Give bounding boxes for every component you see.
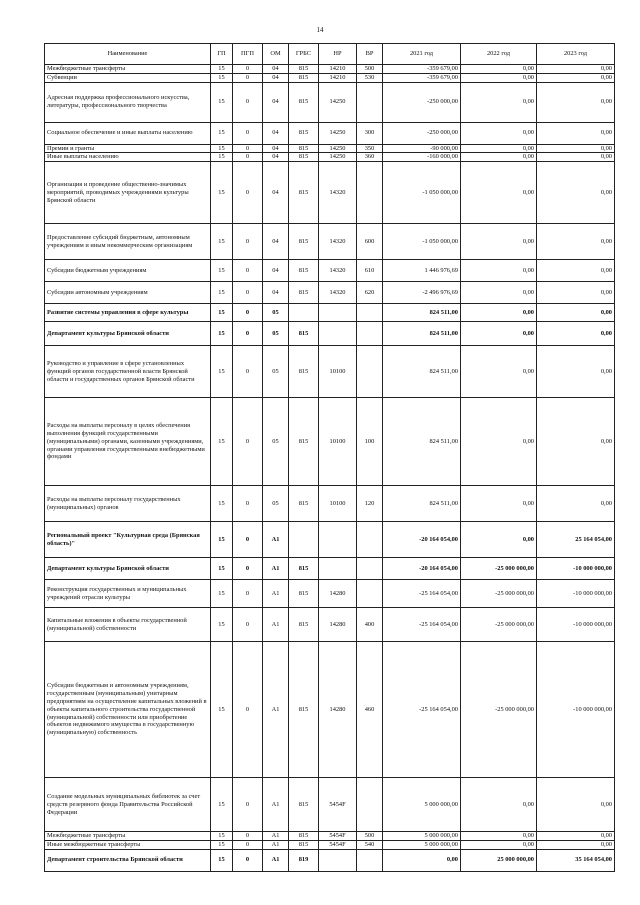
cell-2021: -160 000,00 [383, 153, 461, 162]
cell-name: Расходы на выплаты персоналу в целях обеспечения выполнения функций государственными (муниципальными) органами, казенными учреждениями, органами управления государственными внебюджетными фондами [45, 398, 211, 486]
cell-2023: 0,00 [537, 162, 615, 224]
cell-pgp: 0 [233, 398, 263, 486]
cell-pgp: 0 [233, 260, 263, 282]
cell-grbs: 815 [289, 282, 319, 304]
cell-2021: -90 000,00 [383, 144, 461, 153]
cell-2022: 0,00 [461, 122, 537, 144]
cell-2023: 0,00 [537, 322, 615, 346]
cell-2023: 0,00 [537, 486, 615, 522]
cell-vr: 120 [357, 486, 383, 522]
cell-grbs: 815 [289, 73, 319, 82]
cell-grbs: 815 [289, 153, 319, 162]
table-row [45, 153, 615, 162]
cell-pgp: 0 [233, 224, 263, 260]
cell-nr: 14280 [319, 642, 357, 778]
cell-2023: 0,00 [537, 144, 615, 153]
cell-2022: 0,00 [461, 282, 537, 304]
cell-vr: 610 [357, 260, 383, 282]
cell-nr: 14210 [319, 65, 357, 74]
cell-2023: 0,00 [537, 841, 615, 850]
cell-2021: -1 050 000,00 [383, 162, 461, 224]
page-number: 14 [316, 26, 324, 34]
cell-om: A1 [263, 642, 289, 778]
cell-2021: 824 511,00 [383, 346, 461, 398]
cell-grbs [289, 304, 319, 322]
cell-2022: 0,00 [461, 144, 537, 153]
cell-om: A1 [263, 522, 289, 558]
cell-vr [357, 778, 383, 832]
cell-nr [319, 304, 357, 322]
cell-pgp: 0 [233, 522, 263, 558]
cell-gp: 15 [211, 522, 233, 558]
cell-grbs: 815 [289, 832, 319, 841]
cell-gp: 15 [211, 82, 233, 122]
cell-2021: -1 050 000,00 [383, 224, 461, 260]
table-row [45, 558, 615, 580]
table-row [45, 162, 615, 224]
cell-2023: 0,00 [537, 73, 615, 82]
cell-nr [319, 849, 357, 871]
cell-name: Департамент культуры Брянской области [45, 558, 211, 580]
cell-2021: -359 679,00 [383, 65, 461, 74]
cell-name: Иные выплаты населению [45, 153, 211, 162]
table-row [45, 282, 615, 304]
cell-grbs: 815 [289, 486, 319, 522]
cell-pgp: 0 [233, 65, 263, 74]
cell-vr [357, 522, 383, 558]
cell-name: Департамент культуры Брянской области [45, 322, 211, 346]
cell-2023: 0,00 [537, 778, 615, 832]
cell-2022: 0,00 [461, 65, 537, 74]
cell-2023: 0,00 [537, 122, 615, 144]
cell-om: 04 [263, 153, 289, 162]
cell-nr: 14250 [319, 153, 357, 162]
cell-nr: 14320 [319, 224, 357, 260]
cell-pgp: 0 [233, 849, 263, 871]
cell-gp: 15 [211, 346, 233, 398]
table-row [45, 304, 615, 322]
cell-vr [357, 849, 383, 871]
cell-pgp: 0 [233, 322, 263, 346]
cell-2022: 0,00 [461, 832, 537, 841]
header-om: ОМ [263, 44, 289, 65]
cell-name: Субвенции [45, 73, 211, 82]
cell-om: 04 [263, 282, 289, 304]
cell-2023: 35 164 054,00 [537, 849, 615, 871]
cell-pgp: 0 [233, 841, 263, 850]
cell-nr: 5454F [319, 841, 357, 850]
cell-name: Реконструкция государственных и муниципальных учреждений отрасли культуры [45, 580, 211, 608]
cell-grbs: 815 [289, 642, 319, 778]
cell-om: A1 [263, 841, 289, 850]
cell-gp: 15 [211, 398, 233, 486]
cell-2021: 824 511,00 [383, 304, 461, 322]
cell-pgp: 0 [233, 153, 263, 162]
cell-name: Развитие системы управления в сфере культуры [45, 304, 211, 322]
cell-om: A1 [263, 558, 289, 580]
cell-grbs: 815 [289, 260, 319, 282]
cell-name: Субсидии бюджетным и автономным учреждениям, государственным (муниципальным) унитарным предприятиям на осуществление капитальных вложений в объекты капитального строительства государственной (муниципальной) собственности или приобретение объектов недвижимого имущества в государственную (муниципальную) собственность [45, 642, 211, 778]
cell-vr [357, 558, 383, 580]
cell-2022: 0,00 [461, 82, 537, 122]
cell-vr: 350 [357, 144, 383, 153]
cell-2022: 0,00 [461, 304, 537, 322]
table-row [45, 778, 615, 832]
cell-nr: 14320 [319, 162, 357, 224]
cell-nr: 14210 [319, 73, 357, 82]
cell-gp: 15 [211, 260, 233, 282]
cell-vr: 620 [357, 282, 383, 304]
cell-pgp: 0 [233, 82, 263, 122]
cell-pgp: 0 [233, 580, 263, 608]
cell-om: 04 [263, 260, 289, 282]
cell-2021: 824 511,00 [383, 486, 461, 522]
cell-2022: 0,00 [461, 841, 537, 850]
cell-gp: 15 [211, 558, 233, 580]
cell-name: Адресная поддержка профессионального искусства, литературы, профессионального творчества [45, 82, 211, 122]
cell-2021: 5 000 000,00 [383, 778, 461, 832]
cell-grbs: 815 [289, 122, 319, 144]
cell-grbs: 815 [289, 778, 319, 832]
cell-om: 04 [263, 65, 289, 74]
cell-vr: 500 [357, 832, 383, 841]
cell-pgp: 0 [233, 778, 263, 832]
budget-table [44, 43, 615, 872]
cell-2021: 824 511,00 [383, 398, 461, 486]
cell-grbs: 815 [289, 608, 319, 642]
cell-name: Межбюджетные трансферты [45, 65, 211, 74]
cell-2021: 1 446 976,69 [383, 260, 461, 282]
cell-2023: 0,00 [537, 282, 615, 304]
table-row [45, 642, 615, 778]
cell-grbs: 815 [289, 322, 319, 346]
cell-om: 05 [263, 398, 289, 486]
header-vr: ВР [357, 44, 383, 65]
cell-2023: -10 000 000,00 [537, 642, 615, 778]
cell-2022: -25 000 000,00 [461, 642, 537, 778]
cell-name: Руководство и управление в сфере установленных функций органов государственной власти Брянской области и государственных органов Брянской области [45, 346, 211, 398]
cell-name: Субсидии бюджетным учреждениям [45, 260, 211, 282]
cell-gp: 15 [211, 486, 233, 522]
cell-pgp: 0 [233, 304, 263, 322]
cell-2023: 0,00 [537, 260, 615, 282]
cell-2023: 0,00 [537, 65, 615, 74]
cell-nr: 14250 [319, 122, 357, 144]
cell-nr: 14280 [319, 580, 357, 608]
cell-name: Предоставление субсидий бюджетным, автономным учреждениям и иным некоммерческим организациям [45, 224, 211, 260]
table-header-row [45, 44, 615, 65]
cell-grbs: 815 [289, 346, 319, 398]
cell-vr: 540 [357, 841, 383, 850]
cell-vr [357, 82, 383, 122]
cell-vr: 360 [357, 153, 383, 162]
cell-vr: 600 [357, 224, 383, 260]
table-row [45, 144, 615, 153]
cell-grbs: 815 [289, 558, 319, 580]
cell-name: Организация и проведение общественно-значимых мероприятий, проводимых учреждениями культуры Брянской области [45, 162, 211, 224]
cell-2022: 0,00 [461, 486, 537, 522]
cell-2022: -25 000 000,00 [461, 608, 537, 642]
cell-2023: 0,00 [537, 832, 615, 841]
cell-2023: 25 164 054,00 [537, 522, 615, 558]
cell-pgp: 0 [233, 144, 263, 153]
header-pgp: ПГП [233, 44, 263, 65]
cell-nr: 14320 [319, 260, 357, 282]
cell-2021: -25 164 054,00 [383, 608, 461, 642]
cell-gp: 15 [211, 322, 233, 346]
cell-pgp: 0 [233, 558, 263, 580]
cell-pgp: 0 [233, 608, 263, 642]
cell-name: Социальное обеспечение и иные выплаты населению [45, 122, 211, 144]
cell-2021: -250 000,00 [383, 122, 461, 144]
cell-om: 05 [263, 346, 289, 398]
cell-2021: -20 164 054,00 [383, 558, 461, 580]
cell-2023: -10 000 000,00 [537, 558, 615, 580]
cell-vr: 100 [357, 398, 383, 486]
cell-2021: -25 164 054,00 [383, 642, 461, 778]
cell-vr: 460 [357, 642, 383, 778]
table-row [45, 73, 615, 82]
cell-grbs: 815 [289, 224, 319, 260]
table-row [45, 580, 615, 608]
cell-name: Межбюджетные трансферты [45, 832, 211, 841]
cell-om: 04 [263, 162, 289, 224]
cell-gp: 15 [211, 144, 233, 153]
cell-gp: 15 [211, 642, 233, 778]
cell-pgp: 0 [233, 832, 263, 841]
cell-gp: 15 [211, 304, 233, 322]
cell-om: 05 [263, 486, 289, 522]
table-body [45, 65, 615, 872]
header-nr: НР [319, 44, 357, 65]
cell-2022: 0,00 [461, 346, 537, 398]
cell-2021: 0,00 [383, 849, 461, 871]
cell-om: 04 [263, 73, 289, 82]
cell-name: Расходы на выплаты персоналу государственных (муниципальных) органов [45, 486, 211, 522]
cell-gp: 15 [211, 580, 233, 608]
cell-om: A1 [263, 580, 289, 608]
cell-vr: 400 [357, 608, 383, 642]
cell-gp: 15 [211, 153, 233, 162]
cell-om: 05 [263, 304, 289, 322]
cell-2022: -25 000 000,00 [461, 580, 537, 608]
cell-nr: 10100 [319, 486, 357, 522]
cell-grbs: 815 [289, 144, 319, 153]
table-row [45, 65, 615, 74]
header-2021: 2021 год [383, 44, 461, 65]
cell-nr: 14250 [319, 82, 357, 122]
cell-grbs [289, 522, 319, 558]
cell-2021: -2 496 976,69 [383, 282, 461, 304]
cell-vr [357, 162, 383, 224]
cell-grbs: 815 [289, 841, 319, 850]
cell-2023: 0,00 [537, 153, 615, 162]
table-row [45, 322, 615, 346]
header-2023: 2023 год [537, 44, 615, 65]
cell-2022: 0,00 [461, 260, 537, 282]
cell-name: Департамент строительства Брянской области [45, 849, 211, 871]
table-row [45, 841, 615, 850]
cell-gp: 15 [211, 162, 233, 224]
cell-om: 04 [263, 144, 289, 153]
table-row [45, 832, 615, 841]
cell-nr: 14280 [319, 608, 357, 642]
cell-pgp: 0 [233, 122, 263, 144]
cell-2022: 0,00 [461, 162, 537, 224]
cell-nr [319, 322, 357, 346]
cell-2023: 0,00 [537, 304, 615, 322]
cell-nr: 14250 [319, 144, 357, 153]
cell-gp: 15 [211, 841, 233, 850]
cell-pgp: 0 [233, 162, 263, 224]
cell-om: 04 [263, 82, 289, 122]
cell-name: Премии и гранты [45, 144, 211, 153]
cell-name: Субсидии автономным учреждениям [45, 282, 211, 304]
cell-grbs: 815 [289, 580, 319, 608]
cell-2021: -20 164 054,00 [383, 522, 461, 558]
cell-gp: 15 [211, 778, 233, 832]
cell-2021: -25 164 054,00 [383, 580, 461, 608]
cell-om: A1 [263, 832, 289, 841]
cell-2023: 0,00 [537, 224, 615, 260]
cell-2022: 0,00 [461, 73, 537, 82]
cell-2021: 5 000 000,00 [383, 841, 461, 850]
cell-2023: -10 000 000,00 [537, 608, 615, 642]
cell-2022: 0,00 [461, 224, 537, 260]
header-2022: 2022 год [461, 44, 537, 65]
cell-2021: -359 679,00 [383, 73, 461, 82]
cell-2021: 824 511,00 [383, 322, 461, 346]
table-row [45, 398, 615, 486]
table-row [45, 849, 615, 871]
cell-grbs: 819 [289, 849, 319, 871]
cell-pgp: 0 [233, 346, 263, 398]
cell-2022: 0,00 [461, 398, 537, 486]
cell-name: Иные межбюджетные трансферты [45, 841, 211, 850]
cell-grbs: 815 [289, 82, 319, 122]
cell-om: 04 [263, 122, 289, 144]
cell-2022: 0,00 [461, 322, 537, 346]
cell-gp: 15 [211, 608, 233, 642]
table-row [45, 608, 615, 642]
cell-vr [357, 322, 383, 346]
cell-nr: 5454F [319, 832, 357, 841]
cell-name: Региональный проект "Культурная среда (Брянская область)" [45, 522, 211, 558]
cell-2022: -25 000 000,00 [461, 558, 537, 580]
cell-gp: 15 [211, 849, 233, 871]
cell-pgp: 0 [233, 486, 263, 522]
cell-2022: 0,00 [461, 778, 537, 832]
header-name: Наименование [45, 44, 211, 65]
cell-2021: -250 000,00 [383, 82, 461, 122]
cell-om: A1 [263, 849, 289, 871]
cell-2023: 0,00 [537, 398, 615, 486]
cell-om: 04 [263, 224, 289, 260]
cell-2022: 0,00 [461, 153, 537, 162]
cell-2023: 0,00 [537, 346, 615, 398]
cell-om: A1 [263, 778, 289, 832]
table-row [45, 522, 615, 558]
table-row [45, 82, 615, 122]
cell-om: 05 [263, 322, 289, 346]
cell-grbs: 815 [289, 398, 319, 486]
header-gp: ГП [211, 44, 233, 65]
cell-pgp: 0 [233, 282, 263, 304]
cell-nr: 14320 [319, 282, 357, 304]
table-row [45, 122, 615, 144]
cell-vr [357, 346, 383, 398]
cell-grbs: 815 [289, 162, 319, 224]
cell-vr: 500 [357, 65, 383, 74]
cell-om: A1 [263, 608, 289, 642]
cell-vr: 300 [357, 122, 383, 144]
cell-2022: 25 000 000,00 [461, 849, 537, 871]
cell-vr [357, 304, 383, 322]
cell-pgp: 0 [233, 642, 263, 778]
cell-gp: 15 [211, 224, 233, 260]
cell-name: Создание модельных муниципальных библиотек за счет средств резервного фонда Правительства Российской Федерации [45, 778, 211, 832]
cell-2021: 5 000 000,00 [383, 832, 461, 841]
cell-nr: 5454F [319, 778, 357, 832]
cell-2023: 0,00 [537, 82, 615, 122]
table-row [45, 260, 615, 282]
header-grbs: ГРБС [289, 44, 319, 65]
cell-grbs: 815 [289, 65, 319, 74]
cell-2023: -10 000 000,00 [537, 580, 615, 608]
cell-2022: 0,00 [461, 522, 537, 558]
cell-gp: 15 [211, 122, 233, 144]
cell-vr [357, 580, 383, 608]
cell-pgp: 0 [233, 73, 263, 82]
cell-nr: 10100 [319, 398, 357, 486]
cell-gp: 15 [211, 282, 233, 304]
cell-gp: 15 [211, 832, 233, 841]
table-row [45, 346, 615, 398]
cell-gp: 15 [211, 73, 233, 82]
cell-nr [319, 558, 357, 580]
cell-vr: 530 [357, 73, 383, 82]
cell-nr [319, 522, 357, 558]
cell-gp: 15 [211, 65, 233, 74]
table-row [45, 224, 615, 260]
cell-name: Капитальные вложения в объекты государственной (муниципальной) собственности [45, 608, 211, 642]
cell-nr: 10100 [319, 346, 357, 398]
table-row [45, 486, 615, 522]
